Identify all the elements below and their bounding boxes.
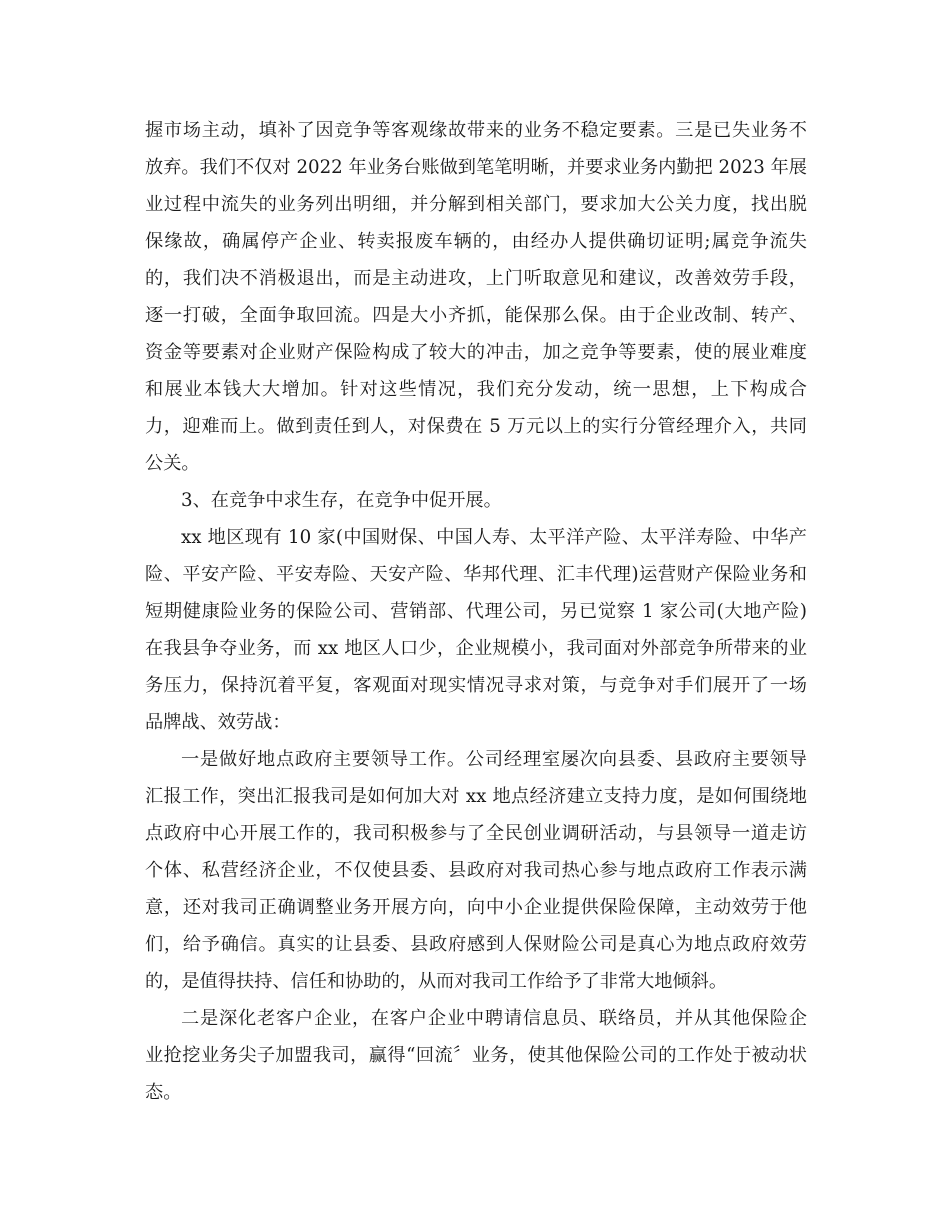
text-line: 握市场主动，填补了因竞争等客观缘故带来的业务不稳定要素。三是已失业务不: [145, 120, 807, 141]
text-line: 和展业本钱大大增加。针对这些情况，我们充分发动，统一思想，上下构成合: [145, 379, 807, 400]
text-line: 务压力，保持沉着平复，客观面对现实情况寻求对策，与竞争对手们展开了一场: [145, 675, 807, 696]
text-line: 二是深化老客户企业，在客户企业中聘请信息员、联络员，并从其他保险企: [181, 1008, 807, 1029]
text-line: 险、平安产险、平安寿险、天安产险、华邦代理、汇丰代理)运营财产保险业务和: [145, 564, 807, 585]
text-line: 放弃。我们不仅对 2022 年业务台账做到笔笔明晰，并要求业务内勤把 2023 年展: [145, 157, 807, 178]
heading-line: 3、在竞争中求生存，在竞争中促开展。: [181, 490, 502, 511]
text-line: 的，我们决不消极退出，而是主动进攻，上门听取意见和建议，改善效劳手段，: [145, 268, 807, 289]
text-line: 一是做好地点政府主要领导工作。公司经理室屡次向县委、县政府主要领导: [181, 749, 807, 770]
text-line: 汇报工作，突出汇报我司是如何加大对 xx 地点经济建立支持力度，是如何围绕地: [145, 786, 807, 807]
text-line: xx 地区现有 10 家(中国财保、中国人寿、太平洋产险、太平洋寿险、中华产: [181, 527, 807, 548]
text-line: 意，还对我司正确调整业务开展方向，向中小企业提供保险保障，主动效劳于他: [145, 897, 807, 918]
paragraph-competitors: [145, 519, 807, 741]
text-line: 的，是值得扶持、信任和协助的，从而对我司工作给予了非常大地倾斜。: [145, 971, 728, 992]
text-line: 品牌战、效劳战：: [145, 712, 291, 733]
paragraph-customers: [145, 1000, 807, 1111]
text-line: 业抢挖业务尖子加盟我司，赢得“回流〞业务，使其他保险公司的工作处于被动状: [145, 1045, 807, 1066]
text-line: 点政府中心开展工作的，我司积极参与了全民创业调研活动，与县领导一道走访: [145, 823, 807, 844]
text-line: 在我县争夺业务，而 xx 地区人口少，企业规模小，我司面对外部竞争所带来的业: [145, 638, 807, 659]
text-line: 们，给予确信。真实的让县委、县政府感到人保财险公司是真心为地点政府效劳: [145, 934, 807, 955]
text-line: 个体、私营经济企业，不仅使县委、县政府对我司热心参与地点政府工作表示满: [145, 860, 807, 881]
section-heading: [145, 482, 807, 519]
text-line: 力，迎难而上。做到责任到人，对保费在 5 万元以上的实行分管经理介入，共同: [145, 416, 807, 437]
text-line: 态。: [145, 1082, 182, 1103]
paragraph-government: [145, 741, 807, 1000]
document-body: [145, 112, 807, 1111]
text-line: 保缘故，确属停产企业、转卖报废车辆的，由经办人提供确切证明;属竞争流失: [145, 231, 807, 252]
text-line: 业过程中流失的业务列出明细，并分解到相关部门，要求加大公关力度，找出脱: [145, 194, 807, 215]
text-line: 短期健康险业务的保险公司、营销部、代理公司，另已觉察 1 家公司(大地产险): [145, 601, 807, 622]
paragraph-continuation: [145, 112, 807, 482]
text-line: 资金等要素对企业财产保险构成了较大的冲击，加之竞争等要素，使的展业难度: [145, 342, 807, 363]
text-line: 公关。: [145, 453, 200, 474]
text-line: 逐一打破，全面争取回流。四是大小齐抓，能保那么保。由于企业改制、转产、: [145, 305, 807, 326]
